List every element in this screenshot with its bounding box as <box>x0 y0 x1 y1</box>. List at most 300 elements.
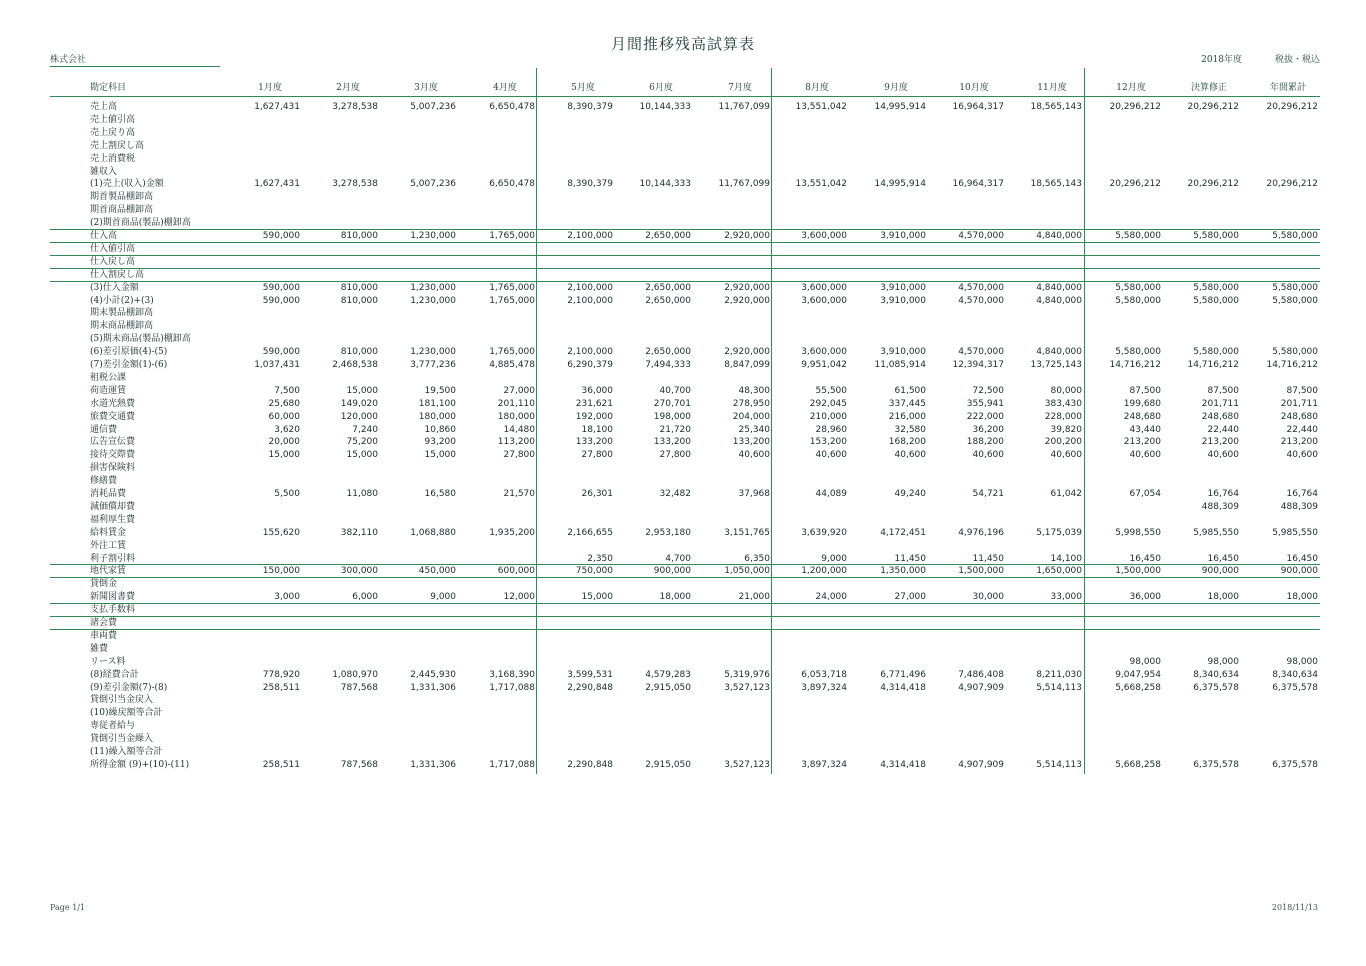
amount-cell: 4,570,000 <box>958 282 1004 293</box>
amount-cell: 133,200 <box>732 437 770 448</box>
table-row <box>50 746 1320 759</box>
account-label: 支払手数料 <box>90 605 136 616</box>
amount-cell: 2,915,050 <box>645 759 691 770</box>
amount-cell: 40,600 <box>894 450 926 461</box>
amount-cell: 60,000 <box>268 411 300 422</box>
account-label: 修繕費 <box>90 476 118 487</box>
amount-cell: 3,168,390 <box>489 669 535 680</box>
amount-cell: 6,375,578 <box>1193 682 1239 693</box>
table-row <box>50 656 1320 669</box>
amount-cell: 6,771,496 <box>880 669 926 680</box>
amount-cell: 40,600 <box>1286 450 1318 461</box>
amount-cell: 1,230,000 <box>410 347 456 358</box>
amount-cell: 2,468,538 <box>332 360 378 370</box>
amount-cell: 40,600 <box>738 450 770 461</box>
amount-cell: 210,000 <box>809 411 847 422</box>
amount-cell: 201,711 <box>1201 398 1239 409</box>
amount-cell: 5,580,000 <box>1272 282 1318 293</box>
column-header: 6月度 <box>649 83 673 93</box>
amount-cell: 3,151,765 <box>724 527 770 538</box>
table-row <box>50 359 1320 372</box>
amount-cell: 3,599,531 <box>567 669 613 680</box>
amount-cell: 37,968 <box>738 489 770 499</box>
amount-cell: 15,000 <box>346 450 378 461</box>
column-header: 10月度 <box>959 83 989 93</box>
amount-cell: 48,300 <box>738 385 770 396</box>
amount-cell: 11,450 <box>972 553 1004 564</box>
account-label: 諸会費 <box>90 618 118 628</box>
amount-cell: 14,716,212 <box>1187 360 1239 370</box>
amount-cell: 4,840,000 <box>1036 347 1082 358</box>
table-row <box>50 424 1320 437</box>
table-row <box>50 501 1320 514</box>
amount-cell: 4,840,000 <box>1036 282 1082 293</box>
amount-cell: 1,765,000 <box>489 347 535 358</box>
amount-cell: 231,621 <box>575 398 613 409</box>
table-row <box>50 114 1320 127</box>
amount-cell: 20,296,212 <box>1187 102 1239 112</box>
amount-cell: 590,000 <box>262 295 300 306</box>
amount-cell: 20,296,212 <box>1187 179 1239 190</box>
amount-cell: 750,000 <box>575 566 613 577</box>
table-row <box>50 385 1320 398</box>
amount-cell: 4,570,000 <box>958 231 1004 241</box>
amount-cell: 7,500 <box>274 385 300 396</box>
amount-cell: 16,964,317 <box>952 102 1004 112</box>
account-label: 貸倒引当金戻入 <box>90 695 154 706</box>
amount-cell: 12,394,317 <box>952 360 1004 370</box>
amount-cell: 3,910,000 <box>880 295 926 306</box>
amount-cell: 1,500,000 <box>1115 566 1161 577</box>
amount-cell: 32,580 <box>894 424 926 435</box>
amount-cell: 1,717,088 <box>489 682 535 693</box>
amount-cell: 4,579,283 <box>645 669 691 680</box>
amount-cell: 810,000 <box>340 231 378 241</box>
amount-cell: 278,950 <box>732 398 770 409</box>
amount-cell: 10,144,333 <box>639 179 691 190</box>
table-row <box>50 733 1320 746</box>
amount-cell: 488,309 <box>1280 501 1318 512</box>
amount-cell: 1,037,431 <box>254 360 300 370</box>
table-row <box>50 346 1320 359</box>
column-header: 4月度 <box>493 83 517 93</box>
table-row <box>50 153 1320 166</box>
account-label: (3)仕入金額 <box>90 282 139 293</box>
amount-cell: 810,000 <box>340 282 378 293</box>
amount-cell: 16,450 <box>1286 553 1318 564</box>
amount-cell: 61,500 <box>894 385 926 396</box>
amount-cell: 355,941 <box>966 398 1004 409</box>
table-row <box>50 436 1320 449</box>
amount-cell: 222,000 <box>966 411 1004 422</box>
amount-cell: 8,390,379 <box>567 102 613 112</box>
column-header: 5月度 <box>571 83 595 93</box>
account-label: 旅費交通費 <box>90 411 136 422</box>
account-label: 仕入割戻し高 <box>90 269 145 280</box>
amount-cell: 192,000 <box>575 411 613 422</box>
amount-cell: 27,800 <box>503 450 535 461</box>
amount-cell: 2,920,000 <box>724 295 770 306</box>
amount-cell: 2,920,000 <box>724 231 770 241</box>
table-row <box>50 694 1320 707</box>
amount-cell: 15,000 <box>424 450 456 461</box>
amount-cell: 4,172,451 <box>880 527 926 538</box>
amount-cell: 11,767,099 <box>718 102 770 112</box>
amount-cell: 40,600 <box>1050 450 1082 461</box>
amount-cell: 3,000 <box>274 592 300 603</box>
account-label: 貸倒金 <box>90 579 118 590</box>
table-row <box>50 204 1320 217</box>
amount-cell: 5,007,236 <box>410 102 456 112</box>
amount-cell: 12,000 <box>503 592 535 603</box>
amount-cell: 155,620 <box>262 527 300 538</box>
amount-cell: 44,089 <box>815 489 847 499</box>
amount-cell: 5,580,000 <box>1115 295 1161 306</box>
column-header: 1月度 <box>258 83 282 93</box>
amount-cell: 5,580,000 <box>1193 295 1239 306</box>
amount-cell: 16,764 <box>1286 489 1318 499</box>
amount-cell: 810,000 <box>340 347 378 358</box>
amount-cell: 2,100,000 <box>567 282 613 293</box>
table-row <box>50 307 1320 320</box>
amount-cell: 25,680 <box>268 398 300 409</box>
amount-cell: 5,500 <box>274 489 300 499</box>
amount-cell: 1,627,431 <box>254 179 300 190</box>
account-label: (10)繰戻額等合計 <box>90 708 163 719</box>
amount-cell: 600,000 <box>497 566 535 577</box>
amount-cell: 18,000 <box>1207 592 1239 603</box>
amount-cell: 2,953,180 <box>645 527 691 538</box>
amount-cell: 61,042 <box>1050 489 1082 499</box>
header-rule <box>50 96 1320 97</box>
amount-cell: 3,777,236 <box>410 360 456 370</box>
amount-cell: 1,500,000 <box>958 566 1004 577</box>
amount-cell: 2,920,000 <box>724 282 770 293</box>
amount-cell: 4,314,418 <box>880 682 926 693</box>
table-row <box>50 707 1320 720</box>
amount-cell: 3,600,000 <box>801 231 847 241</box>
table-row <box>50 295 1320 308</box>
amount-cell: 590,000 <box>262 282 300 293</box>
account-label: 減価償却費 <box>90 501 136 512</box>
amount-cell: 5,580,000 <box>1115 282 1161 293</box>
amount-cell: 40,600 <box>815 450 847 461</box>
amount-cell: 168,200 <box>888 437 926 448</box>
amount-cell: 3,910,000 <box>880 282 926 293</box>
amount-cell: 27,000 <box>503 385 535 396</box>
table-row <box>50 630 1320 643</box>
amount-cell: 27,000 <box>894 592 926 603</box>
amount-cell: 20,296,212 <box>1266 179 1318 190</box>
table-row <box>50 449 1320 462</box>
account-label: 売上高 <box>90 102 118 112</box>
table-row <box>50 282 1320 295</box>
amount-cell: 16,450 <box>1207 553 1239 564</box>
amount-cell: 8,390,379 <box>567 179 613 190</box>
amount-cell: 2,166,655 <box>567 527 613 538</box>
amount-cell: 5,514,113 <box>1036 682 1082 693</box>
amount-cell: 258,511 <box>262 759 300 770</box>
account-label: (4)小計(2)+(3) <box>90 295 154 306</box>
amount-cell: 4,907,909 <box>958 682 1004 693</box>
table-row <box>50 166 1320 179</box>
amount-cell: 3,527,123 <box>724 759 770 770</box>
amount-cell: 1,627,431 <box>254 102 300 112</box>
amount-cell: 5,668,258 <box>1115 759 1161 770</box>
amount-cell: 14,995,914 <box>874 102 926 112</box>
amount-cell: 7,486,408 <box>958 669 1004 680</box>
amount-cell: 6,290,379 <box>567 360 613 370</box>
amount-cell: 900,000 <box>653 566 691 577</box>
amount-cell: 55,500 <box>815 385 847 396</box>
amount-cell: 1,717,088 <box>489 759 535 770</box>
amount-cell: 1,765,000 <box>489 295 535 306</box>
column-header: 3月度 <box>414 83 438 93</box>
amount-cell: 5,319,976 <box>724 669 770 680</box>
table-row <box>50 643 1320 656</box>
account-label: 貸倒引当金繰入 <box>90 734 154 745</box>
amount-cell: 98,000 <box>1207 656 1239 667</box>
amount-cell: 1,331,306 <box>410 759 456 770</box>
table-row <box>50 398 1320 411</box>
amount-cell: 180,000 <box>497 411 535 422</box>
table-row <box>50 462 1320 475</box>
table-row <box>50 527 1320 540</box>
amount-cell: 204,000 <box>732 411 770 422</box>
amount-cell: 5,985,550 <box>1272 527 1318 538</box>
amount-cell: 87,500 <box>1286 385 1318 396</box>
amount-cell: 5,668,258 <box>1115 682 1161 693</box>
column-header: 9月度 <box>884 83 908 93</box>
amount-cell: 11,080 <box>346 489 378 499</box>
amount-cell: 383,430 <box>1044 398 1082 409</box>
amount-cell: 1,230,000 <box>410 295 456 306</box>
amount-cell: 4,570,000 <box>958 347 1004 358</box>
amount-cell: 1,331,306 <box>410 682 456 693</box>
trial-balance-table <box>50 68 1320 776</box>
account-label: 利子割引料 <box>90 553 136 564</box>
amount-cell: 6,053,718 <box>801 669 847 680</box>
amount-cell: 5,580,000 <box>1193 231 1239 241</box>
amount-cell: 201,711 <box>1280 398 1318 409</box>
amount-cell: 9,000 <box>430 592 456 603</box>
account-label: 売上戻り高 <box>90 127 136 138</box>
amount-cell: 590,000 <box>262 347 300 358</box>
amount-cell: 3,910,000 <box>880 231 926 241</box>
amount-cell: 2,100,000 <box>567 231 613 241</box>
amount-cell: 80,000 <box>1050 385 1082 396</box>
amount-cell: 120,000 <box>340 411 378 422</box>
amount-cell: 40,600 <box>972 450 1004 461</box>
amount-cell: 2,650,000 <box>645 282 691 293</box>
amount-cell: 13,551,042 <box>795 102 847 112</box>
amount-cell: 1,650,000 <box>1036 566 1082 577</box>
amount-cell: 40,600 <box>1207 450 1239 461</box>
amount-cell: 488,309 <box>1201 501 1239 512</box>
amount-cell: 20,296,212 <box>1266 102 1318 112</box>
account-label: 雑収入 <box>90 166 118 177</box>
amount-cell: 1,230,000 <box>410 231 456 241</box>
table-row <box>50 488 1320 501</box>
amount-cell: 228,000 <box>1044 411 1082 422</box>
amount-cell: 4,907,909 <box>958 759 1004 770</box>
amount-cell: 26,301 <box>581 489 613 499</box>
company-name: 株式会社 <box>50 52 220 67</box>
column-header: 年間累計 <box>1269 83 1306 93</box>
table-row <box>50 320 1320 333</box>
amount-cell: 18,000 <box>659 592 691 603</box>
amount-cell: 14,995,914 <box>874 179 926 190</box>
amount-cell: 199,680 <box>1123 398 1161 409</box>
account-label: 水道光熱費 <box>90 398 136 409</box>
account-label: 期末商品棚卸高 <box>90 321 154 332</box>
amount-cell: 2,350 <box>587 553 613 564</box>
account-label: (11)繰入額等合計 <box>90 747 163 757</box>
amount-cell: 36,000 <box>581 385 613 396</box>
amount-cell: 8,847,099 <box>724 360 770 370</box>
amount-cell: 2,920,000 <box>724 347 770 358</box>
amount-cell: 590,000 <box>262 231 300 241</box>
amount-cell: 72,500 <box>972 385 1004 396</box>
amount-cell: 188,200 <box>966 437 1004 448</box>
account-label: 専従者給与 <box>90 721 136 732</box>
table-row <box>50 127 1320 140</box>
amount-cell: 6,650,478 <box>489 102 535 112</box>
amount-cell: 149,020 <box>340 398 378 409</box>
amount-cell: 36,200 <box>972 424 1004 435</box>
amount-cell: 270,701 <box>653 398 691 409</box>
amount-cell: 248,680 <box>1123 411 1161 422</box>
amount-cell: 18,565,143 <box>1030 102 1082 112</box>
amount-cell: 7,494,333 <box>645 360 691 370</box>
table-row <box>50 475 1320 488</box>
amount-cell: 14,716,212 <box>1266 360 1318 370</box>
amount-cell: 5,580,000 <box>1193 282 1239 293</box>
amount-cell: 2,445,930 <box>410 669 456 680</box>
page-number: Page 1/1 <box>50 903 86 912</box>
amount-cell: 11,450 <box>894 553 926 564</box>
amount-cell: 3,620 <box>274 424 300 435</box>
amount-cell: 150,000 <box>262 566 300 577</box>
account-label: 福利厚生費 <box>90 514 136 525</box>
amount-cell: 258,511 <box>262 682 300 693</box>
amount-cell: 3,897,324 <box>801 682 847 693</box>
column-header: 7月度 <box>728 83 752 93</box>
amount-cell: 200,200 <box>1044 437 1082 448</box>
amount-cell: 3,600,000 <box>801 295 847 306</box>
account-label: 租税公課 <box>90 372 127 383</box>
table-row <box>50 178 1320 191</box>
amount-cell: 28,960 <box>815 424 847 435</box>
amount-cell: 2,290,848 <box>567 682 613 693</box>
account-column-header: 勘定科目 <box>90 83 127 93</box>
amount-cell: 13,725,143 <box>1030 360 1082 370</box>
amount-cell: 93,200 <box>424 437 456 448</box>
amount-cell: 16,580 <box>424 489 456 499</box>
account-label: 期首商品棚卸高 <box>90 205 154 216</box>
amount-cell: 810,000 <box>340 295 378 306</box>
account-label: 所得金額 (9)+(10)-(11) <box>90 759 190 770</box>
amount-cell: 11,767,099 <box>718 179 770 190</box>
amount-cell: 14,480 <box>503 424 535 435</box>
amount-cell: 6,350 <box>744 553 770 564</box>
amount-cell: 4,570,000 <box>958 295 1004 306</box>
amount-cell: 5,580,000 <box>1115 347 1161 358</box>
amount-cell: 15,000 <box>581 592 613 603</box>
column-header: 11月度 <box>1037 83 1067 93</box>
amount-cell: 4,840,000 <box>1036 231 1082 241</box>
table-row <box>50 720 1320 733</box>
amount-cell: 11,085,914 <box>874 360 926 370</box>
amount-cell: 213,200 <box>1201 437 1239 448</box>
amount-cell: 3,600,000 <box>801 282 847 293</box>
amount-cell: 36,000 <box>1129 592 1161 603</box>
column-header: 12月度 <box>1116 83 1146 93</box>
account-label: リース料 <box>90 656 126 667</box>
amount-cell: 248,680 <box>1280 411 1318 422</box>
account-label: 売上割戻し高 <box>90 140 145 151</box>
amount-cell: 6,375,578 <box>1193 759 1239 770</box>
amount-cell: 181,100 <box>418 398 456 409</box>
amount-cell: 787,568 <box>340 759 378 770</box>
table-row <box>50 682 1320 695</box>
account-label: 期首製品棚卸高 <box>90 192 154 203</box>
column-header: 決算修正 <box>1190 83 1227 93</box>
amount-cell: 4,976,196 <box>958 527 1004 538</box>
amount-cell: 1,765,000 <box>489 231 535 241</box>
account-label: (9)差引金額(7)-(8) <box>90 682 168 693</box>
amount-cell: 787,568 <box>340 682 378 693</box>
account-label: 新聞図書費 <box>90 592 136 603</box>
amount-cell: 14,100 <box>1050 553 1082 564</box>
amount-cell: 21,570 <box>503 489 535 499</box>
amount-cell: 18,100 <box>581 424 613 435</box>
account-label: 仕入値引高 <box>90 243 136 254</box>
amount-cell: 1,068,880 <box>410 527 456 538</box>
amount-cell: 16,450 <box>1129 553 1161 564</box>
amount-cell: 5,580,000 <box>1272 295 1318 306</box>
amount-cell: 778,920 <box>262 669 300 680</box>
amount-cell: 1,080,970 <box>332 669 378 680</box>
amount-cell: 67,054 <box>1129 489 1161 499</box>
amount-cell: 2,100,000 <box>567 295 613 306</box>
amount-cell: 5,985,550 <box>1193 527 1239 538</box>
amount-cell: 24,000 <box>815 592 847 603</box>
print-date: 2018/11/13 <box>1271 903 1318 912</box>
amount-cell: 75,200 <box>346 437 378 448</box>
amount-cell: 300,000 <box>340 566 378 577</box>
amount-cell: 4,700 <box>665 553 691 564</box>
account-label: 地代家賃 <box>90 566 127 577</box>
account-label: 荷造運賃 <box>90 385 127 396</box>
amount-cell: 15,000 <box>346 385 378 396</box>
amount-cell: 21,000 <box>738 592 770 603</box>
amount-cell: 201,110 <box>497 398 535 409</box>
amount-cell: 450,000 <box>418 566 456 577</box>
amount-cell: 39,820 <box>1050 424 1082 435</box>
table-row <box>50 669 1320 682</box>
table-row <box>50 101 1320 114</box>
amount-cell: 4,314,418 <box>880 759 926 770</box>
amount-cell: 5,514,113 <box>1036 759 1082 770</box>
amount-cell: 1,050,000 <box>724 566 770 577</box>
amount-cell: 248,680 <box>1201 411 1239 422</box>
account-label: 売上消費税 <box>90 153 136 164</box>
tax-mode: 税抜・税込 <box>1274 55 1320 65</box>
amount-cell: 43,440 <box>1129 424 1161 435</box>
amount-cell: 27,800 <box>581 450 613 461</box>
account-label: 通信費 <box>90 424 118 435</box>
